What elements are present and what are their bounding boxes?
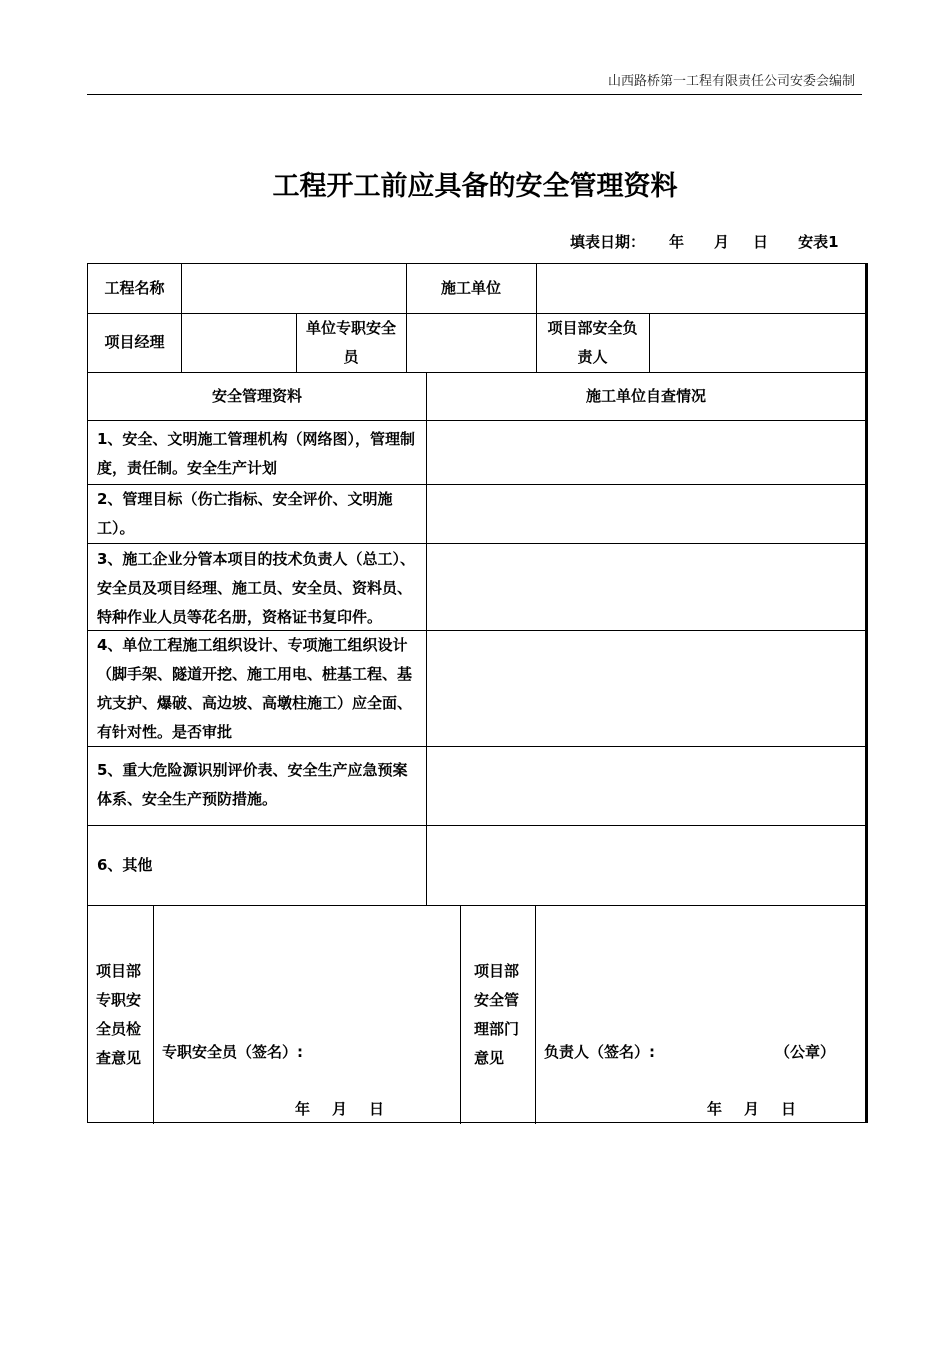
fill-date-month: 月 [714,233,730,251]
dept-date-month: 月 [744,1100,760,1118]
dept-opinion-label: 项目部安全管理部门意见 [474,961,520,1067]
material-item-2: 2、管理目标（伤亡指标、安全评价、文明施工）。 [97,489,393,537]
self-check-column-header: 施工单位自查情况 [585,386,706,405]
self-check-field-2[interactable] [426,484,866,543]
fill-date-line [570,231,839,252]
self-check-field-1[interactable] [426,420,866,484]
header-divider [87,94,862,95]
fill-date-year: 年 [669,233,685,251]
dept-date-year: 年 [707,1100,723,1118]
safety-form-table [87,263,868,1123]
fill-date-day: 日 [753,233,769,251]
material-item-1: 1、安全、文明施工管理机构（网络图），管理制度，责任制。安全生产计划 [97,430,415,477]
header-organization: 山西路桥第一工程有限责任公司安委会编制 [607,74,855,89]
fill-date-label: 填表日期： [570,233,646,251]
material-item-3: 3、施工企业分管本项目的技术负责人（总工）、安全员及项目经理、施工员、安全员、资料员、特种作业人员等花名册，资格证书复印件。 [97,550,415,626]
dept-safety-head-field[interactable] [649,313,866,372]
dept-sign-label: 负责人（签名）: [544,1043,655,1061]
unit-safety-officer-field[interactable] [406,313,536,372]
self-check-field-3[interactable] [426,543,866,630]
dept-sign-date [707,1095,796,1124]
officer-date-month: 月 [332,1100,348,1118]
officer-date-year: 年 [295,1100,311,1118]
officer-sign-label: 专职安全员（签名）: [162,1043,303,1061]
construction-unit-field[interactable] [536,264,866,313]
unit-safety-officer-label: 单位专职安全员 [305,318,396,366]
project-manager-label: 项目经理 [104,333,165,351]
official-seal-label: （公章） [775,1043,836,1061]
project-name-label: 工程名称 [104,279,165,297]
self-check-field-5[interactable] [426,746,866,825]
self-check-field-4[interactable] [426,630,866,746]
self-check-field-6[interactable] [426,825,866,905]
dept-safety-head-label: 项目部安全负责人 [547,318,638,366]
material-column-header: 安全管理资料 [211,386,302,405]
construction-unit-label: 施工单位 [440,279,501,297]
form-code: 安表1 [798,233,839,251]
project-name-field[interactable] [181,264,406,313]
material-item-6: 6、其他 [97,855,153,874]
material-item-4: 4、单位工程施工组织设计、专项施工组织设计（脚手架、隧道开挖、施工用电、桩基工程、基坑支护、爆破、高边坡、高墩柱施工）应全面、有针对性。是否审批 [97,636,413,741]
dept-opinion-field[interactable] [535,905,866,1124]
material-item-5: 5、重大危险源识别评价表、安全生产应急预案体系、安全生产预防措施。 [97,761,408,808]
officer-sign-date [295,1095,384,1124]
dept-date-day: 日 [781,1100,797,1118]
document-title: 工程开工前应具备的安全管理资料 [272,171,678,202]
officer-opinion-label: 项目部专职安全员检查意见 [96,961,142,1067]
project-manager-field[interactable] [181,313,296,372]
officer-opinion-field[interactable] [153,905,460,1124]
officer-date-day: 日 [369,1100,385,1118]
